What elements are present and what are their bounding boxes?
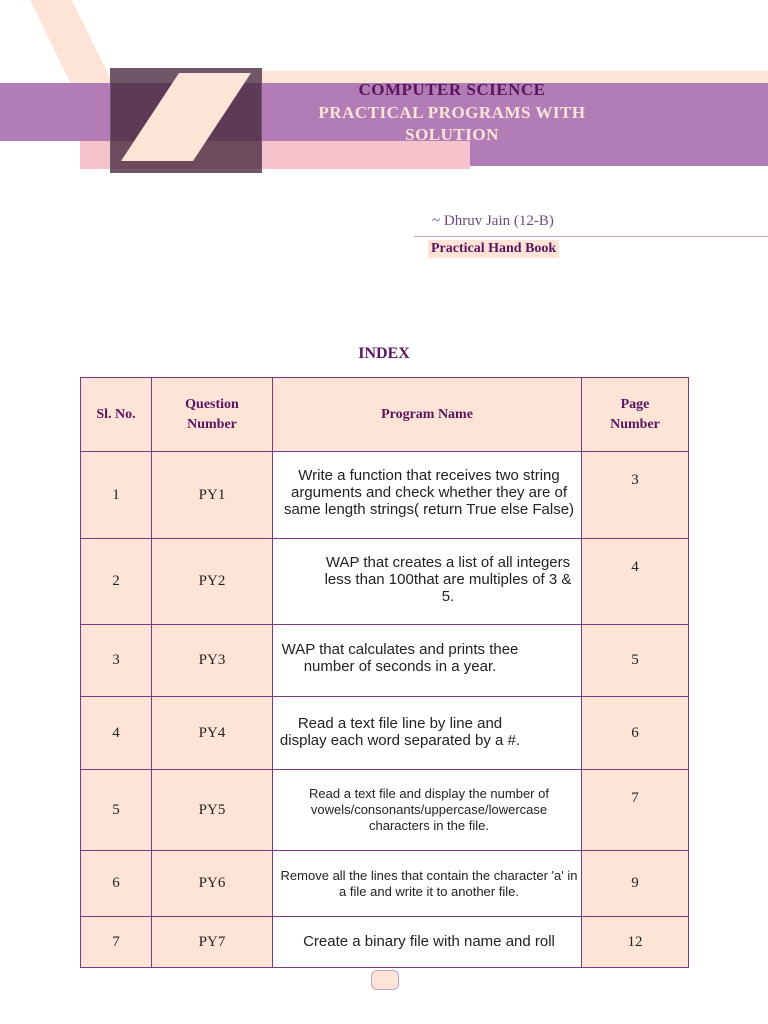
header-sl-no (81, 378, 152, 452)
table-row (81, 770, 689, 851)
parallelogram-graphic (111, 69, 261, 172)
title-line-1: COMPUTER SCIENCE (358, 80, 546, 99)
row-program-name: Read a text file line by line and display each word separated by a #. (273, 697, 582, 770)
row-page: 4 (582, 539, 689, 625)
row-page: 5 (582, 625, 689, 697)
title-line-3: SOLUTION (405, 125, 499, 144)
row-program-name: Write a function that receives two string arguments and check whether they are of same length strings( return True else False) (273, 452, 582, 539)
row-page: 9 (582, 851, 689, 917)
row-sl: 1 (81, 452, 152, 539)
page-number-box (371, 970, 399, 990)
author-divider (414, 236, 768, 237)
header-sl-no-label: Sl. No. (96, 406, 136, 422)
row-question: PY1 (152, 452, 273, 539)
header-page-number (582, 378, 689, 452)
author-name: ~ Dhruv Jain (12-B) (432, 213, 554, 229)
row-sl: 2 (81, 539, 152, 625)
table-row (81, 697, 689, 770)
row-question: PY2 (152, 539, 273, 625)
table-header-row (81, 378, 689, 452)
table-row (81, 851, 689, 917)
header-program-name (273, 378, 582, 452)
row-question: PY4 (152, 697, 273, 770)
row-question: PY6 (152, 851, 273, 917)
row-page: 12 (582, 917, 689, 968)
row-program-name: WAP that calculates and prints thee number of seconds in a year. (273, 625, 582, 697)
header-page-number-label: Page Number (610, 396, 660, 432)
table-row (81, 452, 689, 539)
row-sl: 4 (81, 697, 152, 770)
row-page: 6 (582, 697, 689, 770)
row-sl: 5 (81, 770, 152, 851)
header-question-number-label: Question Number (185, 396, 239, 432)
title-line-2: PRACTICAL PROGRAMS WITH (318, 103, 586, 122)
row-sl: 7 (81, 917, 152, 968)
row-program-name: Read a text file and display the number of vowels/consonants/uppercase/lowercase characters in the file. (273, 770, 582, 851)
index-heading: INDEX (358, 345, 410, 362)
row-program-name: Remove all the lines that contain the character 'a' in a file and write it to another file. (273, 851, 582, 917)
index-table (80, 377, 689, 968)
row-sl: 6 (81, 851, 152, 917)
header-program-name-label: Program Name (381, 406, 473, 422)
row-question: PY3 (152, 625, 273, 697)
table-row (81, 539, 689, 625)
row-page: 3 (582, 452, 689, 539)
header-dark-box (110, 68, 262, 173)
row-question: PY5 (152, 770, 273, 851)
row-sl: 3 (81, 625, 152, 697)
table-row (81, 625, 689, 697)
handbook-label: Practical Hand Book (428, 240, 559, 258)
row-question: PY7 (152, 917, 273, 968)
table-row (81, 917, 689, 968)
row-page: 7 (582, 770, 689, 851)
header-question-number (152, 378, 273, 452)
row-program-name: Create a binary file with name and roll (273, 917, 582, 968)
row-program-name: WAP that creates a list of all integers less than 100that are multiples of 3 & 5. (273, 539, 582, 625)
